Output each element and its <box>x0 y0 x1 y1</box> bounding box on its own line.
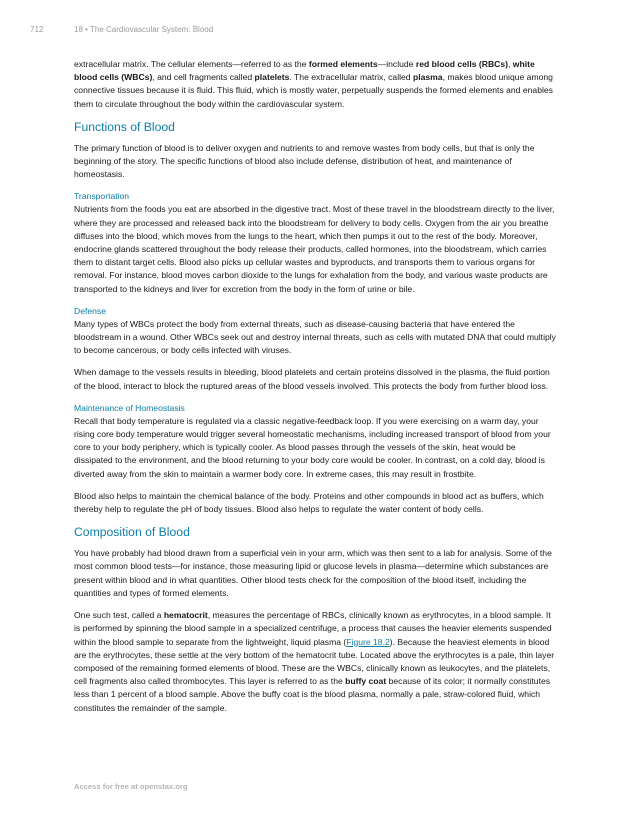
transportation-paragraph: Nutrients from the foods you eat are absorbed in the digestive tract. Most of these travel in the bloodstream directly to the liver, where they are processed and released back into the bloodstream for delivery to body cells. Oxygen from the air you breathe diffuses into the blood, which moves from the lungs to the heart, which then pumps it out to the rest of the body. Moreover, endocrine glands scattered throughout the body release their products, called hormones, into the bloodstream, which carries them to distant target cells. Blood also picks up cellular wastes and byproducts, and transports them to various organs for removal. For instance, blood moves carbon dioxide to the lungs for exhalation from the body, and various waste products are transported to the kidneys and liver for excretion from the body in the form of urine or bile. <box>74 204 555 294</box>
intro-paragraph <box>74 58 556 111</box>
defense-paragraph-2: When damage to the vessels results in bleeding, blood platelets and certain proteins dissolved in the plasma, the fluid portion of the blood, interact to block the ruptured areas of the blood vessels involved. This protects the body from further blood loss. <box>74 367 550 391</box>
text-run: —include <box>377 59 416 69</box>
key-term-buffy-coat: buffy coat <box>345 676 387 687</box>
page-body <box>74 58 556 724</box>
homeostasis-paragraph-1: Recall that body temperature is regulated via a classic negative-feedback loop. If you were exercising on a warm day, your rising core body temperature would trigger several homeostatic mechanisms, including increased transport of blood from your core to your body periphery, which is typically cooler. As blood passes through the vessels of the skin, heat would be dissipated to the environment, and the blood returning to your body core would be cooler. In contrast, on a cold day, blood is diverted away from the skin to maintain a warmer body core. In extreme cases, this may result in frostbite. <box>74 415 551 479</box>
subheading-transportation: Transportation <box>74 191 130 202</box>
section-heading-composition: Composition of Blood <box>74 525 190 540</box>
text-run: . The extracellular matrix, called <box>289 72 413 83</box>
key-term-rbcs: red blood cells (RBCs) <box>415 59 508 69</box>
running-head: 18 • The Cardiovascular System: Blood <box>74 25 214 34</box>
key-term-platelets: platelets <box>254 72 290 83</box>
subheading-defense: Defense <box>74 305 107 316</box>
text-run: because of its color; it normally constitutes less than 1 percent of a blood sample. Above the buffy coat is the blood plasma, normally a pale, straw-colored fluid, which constitutes the remainder of the sample. <box>74 676 551 713</box>
text-run: , measures the percentage of RBCs, clinically known as erythrocytes, in a blood sample. It is performed by spinning the blood sample in a specialized centrifuge, a process that causes the heavier elements suspended within the blood sample to separate from the lightweight, liquid plasma ( <box>74 610 552 647</box>
footer-access-note: Access for free at openstax.org <box>74 782 188 791</box>
text-run: ). Because the heaviest elements in blood are the erythrocytes, these settle at the very bottom of the hematocrit tube. Located above the erythrocytes is a pale, thin layer composed of the remaining formed elements of blood. These are the WBCs, clinically known as leukocytes, and the platelets, cell fragments also called thrombocytes. This layer is referred to as the <box>74 636 555 687</box>
text-run: , makes blood unique among connective tissues because it is fluid. This fluid, which is mostly water, perpetually suspends the formed elements and enables them to circulate throughout the body within the cardiovascular system. <box>74 72 553 109</box>
text-run: One such test, called a <box>74 610 164 621</box>
key-term-plasma: plasma <box>412 72 443 83</box>
figure-18-2-link[interactable]: Figure 18.2 <box>346 636 390 647</box>
subheading-homeostasis: Maintenance of Homeostasis <box>74 402 185 413</box>
text-run: extracellular matrix. The cellular elements—referred to as the <box>74 59 309 69</box>
text-run: , <box>508 59 513 69</box>
functions-paragraph: The primary function of blood is to deliver oxygen and nutrients to and remove wastes from body cells, but that is only the beginning of the story. The specific functions of blood also include defense, distribution of heat, and maintenance of homeostasis. <box>74 142 535 180</box>
composition-paragraph-2 <box>74 609 556 715</box>
key-term-hematocrit: hematocrit <box>163 610 208 621</box>
text-run: , and cell fragments called <box>152 72 255 83</box>
defense-paragraph-1: Many types of WBCs protect the body from external threats, such as disease-causing bacteria that have entered the bloodstream in a wound. Other WBCs seek out and destroy internal threats, such as cells with mutated DNA that could multiply to become cancerous, or body cells infected with viruses. <box>74 318 556 356</box>
key-term-wbcs: white blood cells (WBCs) <box>74 59 535 83</box>
page-number: 712 <box>30 25 44 34</box>
homeostasis-paragraph-2: Blood also helps to maintain the chemical balance of the body. Proteins and other compounds in blood act as buffers, which thereby help to regulate the pH of body tissues. Blood also helps to regulate the water content of body cells. <box>74 490 544 515</box>
key-term-formed-elements: formed elements <box>308 59 378 69</box>
composition-paragraph-1: You have probably had blood drawn from a superficial vein in your arm, which was then sent to a lab for analysis. Some of the most common blood tests—for instance, those measuring lipid or glucose levels in plasma—determine which substances are present within blood and in what quantities. Other blood tests check for the composition of the blood itself, including the quantities and types of formed elements. <box>74 548 552 598</box>
section-heading-functions: Functions of Blood <box>74 119 175 134</box>
